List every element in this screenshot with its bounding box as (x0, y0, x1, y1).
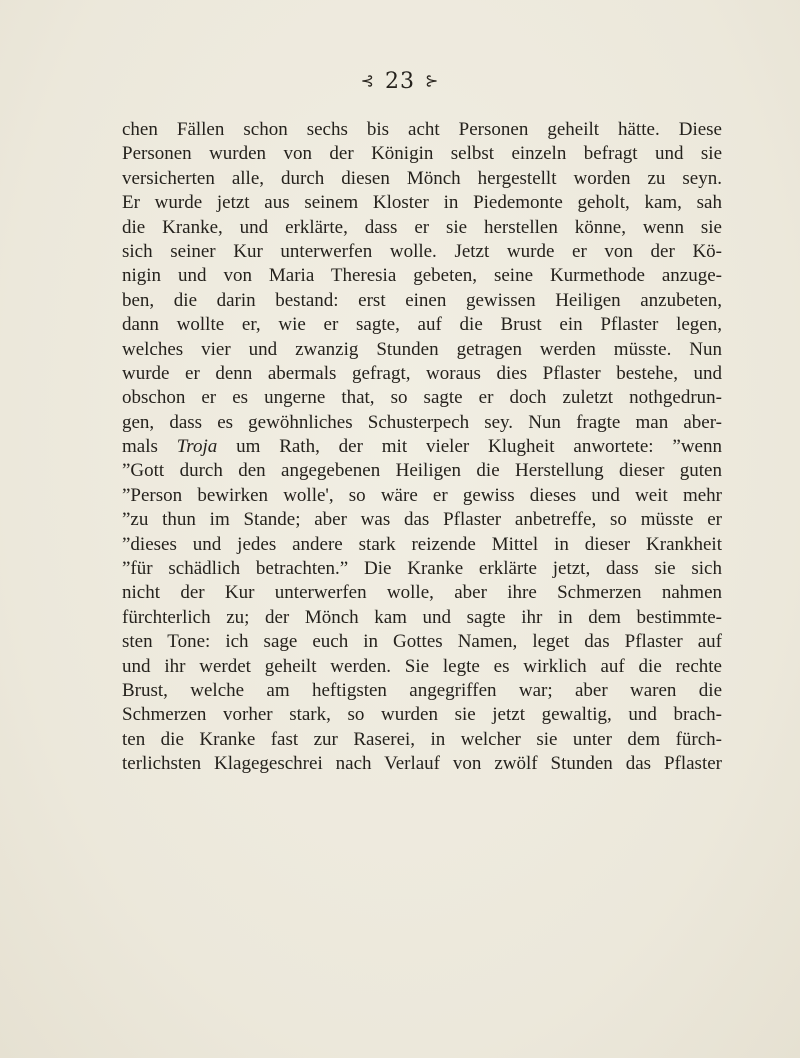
text-line: dann wollte er, wie er sagte, auf die Brust ein Pflaster legen, (122, 314, 722, 336)
text-line: ”dieses und jedes andere stark reizende Mittel in dieser Krankheit (122, 533, 722, 555)
text-line: Schmerzen vorher stark, so wurden sie jetzt gewaltig, und brach- (122, 704, 722, 726)
text-line: ben, die darin bestand: erst einen gewissen Heiligen anzubeten, (122, 289, 722, 311)
text-line: sten Tone: ich sage euch in Gottes Namen, leget das Pflaster auf (122, 631, 722, 653)
italic-name: Troja (176, 436, 218, 458)
text-line: versicherten alle, durch diesen Mönch hergestellt worden zu seyn. (122, 167, 722, 189)
body-text (122, 118, 722, 777)
text-line: gen, dass es gewöhnliches Schusterpech sey. Nun fragte man aber- (122, 411, 722, 433)
text-line: nigin und von Maria Theresia gebeten, seine Kurmethode anzuge- (122, 265, 722, 287)
text-line: sich seiner Kur unterwerfen wolle. Jetzt wurde er von der Kö- (122, 240, 722, 262)
text-line: und ihr werdet geheilt werden. Sie legte es wirklich auf die rechte (122, 655, 722, 677)
page-header (0, 68, 800, 95)
text-line: nicht der Kur unterwerfen wolle, aber ihre Schmerzen nahmen (122, 582, 722, 604)
text-line: Er wurde jetzt aus seinem Kloster in Piedemonte geholt, kam, sah (122, 192, 722, 214)
page-number: 23 (385, 69, 415, 94)
text-line: ”zu thun im Stande; aber was das Pflaster anbetreffe, so müsste er (122, 509, 722, 531)
text-line: ”Gott durch den angegebenen Heiligen die Herstellung dieser guten (122, 460, 722, 482)
text-line: mals Troja um Rath, der mit vieler Klugheit anwortete: ”wenn (122, 436, 722, 458)
text-line: fürchterlich zu; der Mönch kam und sagte ihr in dem bestimmte- (122, 606, 722, 628)
text-line: terlichsten Klagegeschrei nach Verlauf von zwölf Stunden das Pflaster (122, 753, 722, 775)
text-line: Brust, welche am heftigsten angegriffen war; aber waren die (122, 679, 722, 701)
text-line: ”für schädlich betrachten.” Die Kranke erklärte jetzt, dass sie sich (122, 558, 722, 580)
text-line: Personen wurden von der Königin selbst einzeln befragt und sie (122, 143, 722, 165)
text-line: obschon er es ungerne that, so sagte er doch zuletzt nothgedrun- (122, 387, 722, 409)
ornament-left-icon: ⊰ (360, 71, 375, 90)
text-line: chen Fällen schon sechs bis acht Personen geheilt hätte. Diese (122, 119, 722, 140)
text-line: ”Person bewirken wolle', so wäre er gewiss dieses und weit mehr (122, 484, 722, 506)
ornament-right-icon: ⊱ (425, 71, 440, 90)
text-line: die Kranke, und erklärte, dass er sie herstellen könne, wenn sie (122, 216, 722, 238)
text-line: wurde er denn abermals gefragt, woraus dies Pflaster bestehe, und (122, 362, 722, 384)
text-line: ten die Kranke fast zur Raserei, in welcher sie unter dem fürch- (122, 728, 722, 750)
text-line: welches vier und zwanzig Stunden getragen werden müsste. Nun (122, 338, 722, 360)
